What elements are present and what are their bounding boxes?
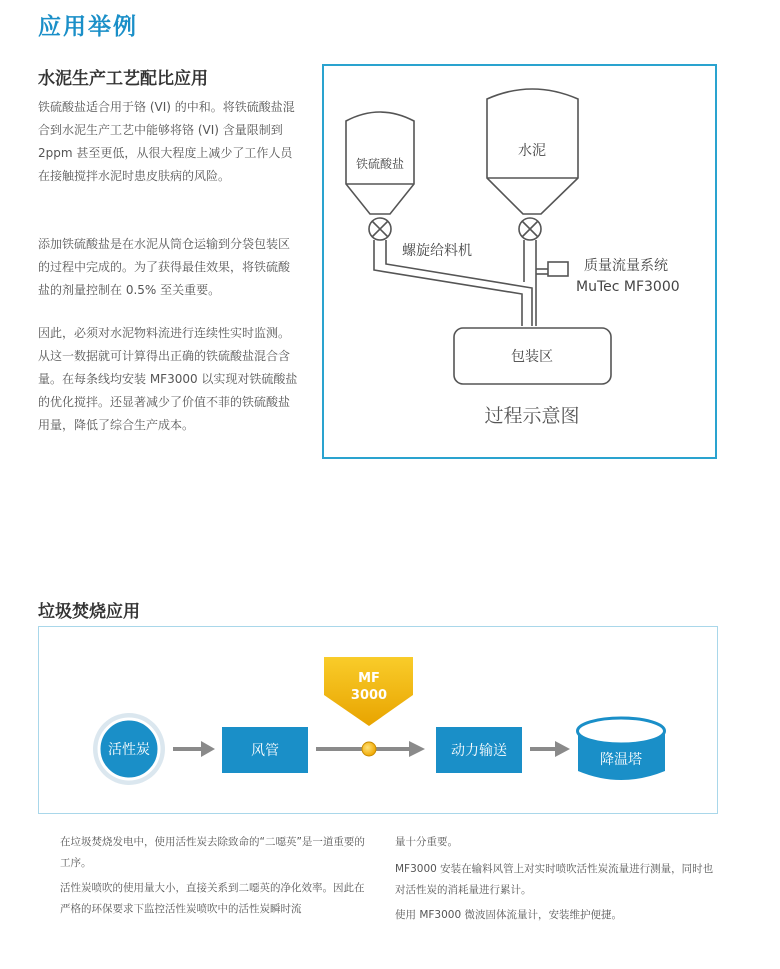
screw-feeder-label: 螺旋给料机 bbox=[402, 243, 472, 259]
incineration-footnote-4: MF3000 安装在输料风管上对实时喷吹活性炭流量进行测量，同时也对活性炭的消耗量进行累计。 bbox=[395, 863, 714, 896]
incineration-footnote-5: 使用 MF3000 微波固体流量计，安装维护便捷。 bbox=[395, 909, 622, 921]
power-convey-label: 动力输送 bbox=[451, 743, 507, 759]
cement-paragraph-3: 因此，必须对水泥物料流进行连续性实时监测。从这一数据就可计算得出正确的铁硫酸盐混合含量。在每条线均安装 MF3000 以实现对铁硫酸盐的优化搅拌。还显著减少了价值不菲的铁硫酸盐用量，降低了综合生产成本。 bbox=[38, 326, 298, 432]
process-diagram bbox=[322, 64, 717, 459]
cement-paragraph-1: 铁硫酸盐适合用于铬 (VI) 的中和。将铁硫酸盐混合到水泥生产工艺中能够将铬 (VI) 含量限制到 2ppm 甚至更低，从很大程度上减少了工作人员在接触搅拌水泥时患皮肤病的风险。 bbox=[38, 100, 295, 183]
cooling-tower-label: 降温塔 bbox=[600, 752, 642, 768]
activated-carbon-label: 活性炭 bbox=[108, 742, 150, 758]
process-diagram-drawing bbox=[324, 66, 715, 457]
big-silo-label: 水泥 bbox=[518, 143, 546, 159]
packaging-label: 包装区 bbox=[511, 349, 553, 365]
flow-meter-sensor-icon bbox=[548, 262, 568, 276]
cement-paragraph-2: 添加铁硫酸盐是在水泥从筒仓运输到分袋包装区的过程中完成的。为了获得最佳效果，将铁硫酸盐的剂量控制在 0.5% 至关重要。 bbox=[38, 237, 291, 297]
incineration-footnote-2: 活性炭喷吹的使用量大小，直接关系到二噁英的净化效率。因此在严格的环保要求下监控活性炭喷吹中的活性炭瞬时流 bbox=[60, 882, 365, 915]
meter-label-line1: 质量流量系统 bbox=[584, 258, 668, 274]
meter-label-line2: MuTec MF3000 bbox=[576, 279, 680, 295]
mf3000-label-line2: 3000 bbox=[350, 688, 388, 703]
small-silo-label: 铁硫酸盐 bbox=[355, 157, 405, 171]
incineration-section-title: 垃圾焚烧应用 bbox=[38, 602, 140, 622]
meter-position-dot-icon bbox=[362, 742, 376, 756]
incineration-flow-diagram bbox=[38, 626, 718, 814]
incineration-footnote-3: 量十分重要。 bbox=[395, 836, 458, 848]
flow-diagram-drawing bbox=[39, 627, 717, 813]
mf3000-label-line1: MF bbox=[358, 671, 380, 686]
cement-section-title: 水泥生产工艺配比应用 bbox=[38, 69, 208, 89]
air-duct-label: 风管 bbox=[251, 743, 279, 759]
incineration-footnote-1: 在垃圾焚烧发电中，使用活性炭去除致命的“二噁英”是一道重要的工序。 bbox=[60, 836, 365, 869]
page-title: 应用举例 bbox=[38, 14, 138, 40]
diagram-caption: 过程示意图 bbox=[484, 405, 580, 427]
